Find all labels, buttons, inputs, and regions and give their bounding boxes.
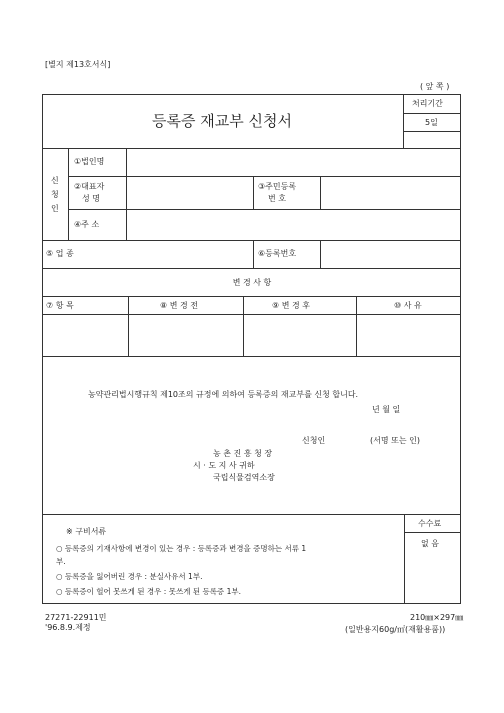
applicant-label-1: 신	[51, 176, 59, 185]
col-after-label: ⑨ 변 경 후	[272, 301, 310, 310]
docs-item-3: ○ 등록증이 헐어 못쓰게 된 경우 : 못쓰게 된 등록증 1부.	[56, 587, 241, 596]
docs-title: ※ 구비서류	[66, 527, 107, 536]
processing-period-value: 5일	[425, 118, 438, 127]
page-side: ( 앞 쪽 )	[420, 82, 450, 91]
changes-title: 변 경 사 항	[232, 278, 272, 287]
docs-item-1a: ○ 등록증의 기재사항에 변경이 있는 경우 : 등록증과 변경을 증명하는 서류 1	[56, 544, 307, 553]
corp-name-label: ①법인명	[74, 157, 105, 166]
processing-period-label: 처리기간	[412, 99, 443, 108]
fee-label: 수수료	[418, 519, 442, 528]
addressee-line-3: 국립식물검역소장	[213, 473, 275, 482]
business-type-label: ⑤ 업 종	[46, 249, 74, 258]
footer-paper: (일반용지60g/㎡(재활용품))	[345, 625, 446, 634]
rrn-label-1: ③주민등록	[258, 182, 297, 191]
statement-text: 농약관리법시행규칙 제10조의 규정에 의하여 등록증의 재교부를 신청 합니다.	[88, 390, 359, 399]
statement-date: 년 월 일	[372, 405, 401, 414]
form-title: 등록증 재교부 신청서	[152, 112, 292, 130]
addressee-line-2: 시 · 도 지 사 귀하	[193, 461, 255, 470]
form-number: [별지 제13호서식]	[45, 60, 111, 69]
docs-item-1b: 부.	[56, 557, 66, 566]
docs-item-2: ○ 등록증을 잃어버린 경우 : 분실사유서 1부.	[56, 572, 203, 581]
reg-number-label: ⑥등록번호	[258, 249, 297, 258]
col-reason-label: ⑩ 사 유	[394, 301, 422, 310]
fee-value: 없 음	[421, 539, 439, 548]
representative-label-2: 성 명	[82, 194, 100, 203]
applicant-label-3: 인	[51, 204, 59, 213]
footer-size: 210㎜×297㎜	[410, 613, 464, 622]
statement-applicant-label: 신청인	[302, 436, 326, 445]
col-before-label: ⑧ 변 경 전	[160, 301, 198, 310]
footer-date: '96.8.9.제정	[45, 623, 91, 632]
col-item-label: ⑦ 항 목	[46, 301, 74, 310]
applicant-label-2: 청	[51, 190, 59, 199]
address-label: ④주 소	[74, 220, 100, 229]
rrn-label-2: 번 호	[268, 194, 286, 203]
footer-code: 27271-22911민	[45, 613, 107, 622]
statement-sign: (서명 또는 인)	[370, 436, 420, 445]
addressee-line-1: 농 촌 진 흥 청 장	[213, 449, 273, 458]
representative-label-1: ②대표자	[74, 182, 105, 191]
